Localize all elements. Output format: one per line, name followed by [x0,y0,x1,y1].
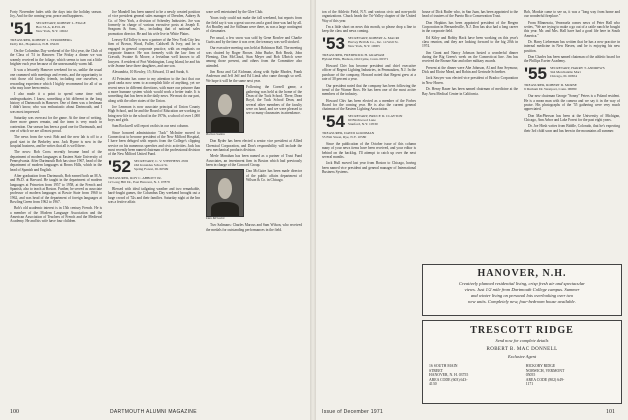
paragraph: Howard Chiv has been elected as a member of the Forbes Board for the coming year. He is also the current general chairman of the Eastern Lighting Association. [322,98,416,112]
ad-line: views. Just 1/2 mile from Dartmouth College campus. Summer [464,287,580,292]
class-number: '53 [322,33,345,53]
treasurer-address: 12 Long Hill Dr., East Hanover, N. J. 07878 [108,179,170,184]
class-heading-51 [10,18,102,38]
paragraph: Sam Rockwell will report on this in our next column. [112,124,189,129]
ad-agent-role: Exclusive Agent [507,354,537,359]
class-heading-52 [108,156,200,176]
paragraph: After graduation from Dartmouth, Bob earned both an M.A. and Ph.D. at Harvard. He taught in the department of modern languages at Princeton from 1957 to 1958, at the French and Spanish, also to teach at Boston. Further, he served as associate professor of modern languages at Bowie State from 1960 to 1962, and was head of the department of foreign languages at Bowling Green from 1962 to 1967. [10,174,102,205]
ad-addresses [423,364,621,387]
paragraph: Our president noted that the company has been following the trend of the Warner Bros. He has been one of the most active members of the industry. [322,83,416,97]
secretary-address: Old Ironsides School St. [133,162,169,167]
class-heading-54 [322,111,416,131]
paragraph: Present at the dinner were Abe Johnson, Al and Ann Seymour, Dick and Eloise Mead, and Robin and Gertrude Schreiber. [422,65,518,75]
paragraph: Following the Cornell game, a gathering was held at the home of the Dean of the Tuck School. There, Dean Boyd, the Tuck School Dean, and several other members of the faculty were on hand, and we were pleased to see so many classmates in attendance. [246,85,302,116]
secretary: SECRETARY, BRUCE D. CLAYTON [347,113,403,118]
paragraph: Joe Mandell has been named to be a newly created position of vice president general sales manager of Dresden, Aubrey & Co. of New York, a division of Schenley Industries. Joe was formerly in charge of various executive posts at Joseph E. Seagram & Sons, Inc., including that of national sales promotion director. He and his wife live in White Plains. [108,10,200,36]
class-number: '55 [524,63,547,83]
address-line: NORWICH, VERMONT 05055 [525,368,565,378]
portrait-photo [206,85,244,133]
paragraph: Joe Lemmon is now associate principal of Union County High School, and he and the Board of Education are working to bring new life to the school in the 1970s, a school of over 1,000 boys and girls. [108,104,200,122]
page-number: 101 [606,409,615,415]
left-column-2 [108,10,200,402]
paragraph: Merle Monahan has been named as a partner of Trust Fund Associates, an investment firm in Boston which had previously been in charge of the Concord Group. [206,154,302,167]
photo-caption: Burton Sutton [206,132,225,137]
paragraph: The news: Bob Cross recently became head of the department of modern languages at Eastern State University of Pennsylvania. After Dartmouth Bob has since 1967, head of the department of modern languages at Bronx Hills, which in the head of Spanish and English. [10,150,102,172]
treasurer-address: 55 Elm Street, Rye, N.Y. 10580 [322,134,367,139]
paragraph: It was a leisurely Hanover weekend for us, unlike the usual one crammed with meetings and events, and the opportunity to visit those old faculty friends, including one ourselves, a rewarding experience which I highly recommend for all of us who may have been remiss. [10,68,102,90]
treasurer: TREASURER, DAVID GOODMAN [322,130,375,135]
paragraph: Our new chairman George "Sonny" Peters is a Poland resident. He is a mean man with the camera and we say it in the way of praise. His photographs of the '55 gathering were very much appreciated. [524,94,620,112]
ad-title: TRESCOTT RIDGE [470,325,574,336]
secretary-address: Box 53-A, R.F.D. #9 [35,24,66,29]
treasurer: TREASURER, ROBERT D. MORSE [524,82,577,87]
class-heading-53 [322,33,416,53]
ad-address-left [429,364,518,387]
treasurer: TREASURER, FREDERICK H. GRAHAM [322,52,385,57]
paragraph: I'm a little short on news this month, so please drop a line to keep the class and news coming. [322,25,416,34]
photo-caption: Dan McGuire [206,216,225,221]
paragraph: Since the publication of the October issue of this column many of your news items have been received, and your editor is behind on the backlog. I'll attempt to catch up over the next several months. [322,141,416,159]
class-treasurer [10,38,102,46]
address-line: AREA CODE (603) 643-4130 [429,377,468,387]
secretary: SECRETARY, C. V. STEPHENS 2ND [133,158,189,163]
paragraph: Forty November fades with the days into the holiday season. Joy, And for the coming year, peace and happiness. [10,10,102,19]
class-treasurer [322,131,416,139]
ad-address-right [526,364,615,387]
right-column-2 [422,10,518,260]
paragraph: Jim Rosa and Cal Eichman, along with Spike Rhodes, Frank Anderson and Jeff Jeff and Ed Linsk who came through so well. We hope it will be the same next year. [206,70,302,83]
paragraph: The news from the west: Bob and the new lab is off to a good start in the Berkeley area. Jack Byrne is now in the hospital business, and he writes that all is well there. [10,135,102,148]
paragraph: On the Columbus Day weekend of the 61st year, the Club of the Class of '51 in Hanover. The Friday a dinner we was warmly received in the foliage, which seems to turn out a little brighter each year because of the unseasonably warm fall. [10,49,102,67]
secretary-city: New York, N.Y. 10022 [35,29,68,34]
left-column-3 [206,10,302,402]
paragraph: Bob's old academic interest is in 15th century French. He is a member of the Modern Language Association and the American Association of Teachers of French and the Medieval Academy. He and his wife have four children. [10,206,102,224]
paragraph: Bob, Monkie came to see us, it was a "long way from home and our wonderful fireplace." [524,10,620,19]
ad-line: Creatively planned residential living, crisp fresh air and spectacular [459,281,585,286]
right-column-3 [524,10,620,260]
paragraph: Yours truly could not make the fall weekend, but reports from the field say it was a great success and a good time was had by all. Art Bradley and Joe Stillman were there, as was a large contingent of classmates. [206,16,302,34]
class-officers [134,159,188,172]
class-number: '52 [108,156,131,176]
paragraph: Dan McGuire has been made director of the public affairs department of Wilson & Co. in Chicago. [246,169,302,182]
paragraph: Don Ryder has been elected a senior vice president at Allied Chemical Corporation, and Don's responsibility will include the new mechanical products division. [206,139,302,152]
paragraph: Our executive meeting was held at Robinson Hall. The meeting was chaired by Roger Brown. John Burke, Bob Brush, John Fleming, Don McCloud, Stan Meyer and Bob Ulbrich were among those present, and others from the Committee also attended. [206,46,302,68]
secretary-city: Spring Forest, Ill. 60599 [133,167,169,172]
class-number: '54 [322,111,345,131]
paragraph: Leavey Ed Tolley is now a partner of the New York City law firm of Brown, Wood, Fuller, Caldwell & Ivey, and he is engaged in general corporate practice, with an emphasis on corporate finance. He was formerly with the law firm of Cravath, Swaine & Moore, a leviathan well known to all lawyers. A resident of Port Washington, Long Island, he and his wife Jeanne have three daughters, and one son. [108,38,200,69]
paragraph: Ed Kiley and Bobby Hack have been working on this year's class reunion, and they are looking forward to the big 20th in 1974. [422,35,518,49]
secretary: SECRETARY, HARRY T. ANDREWS [549,65,605,70]
secretary-city: Stanford, N.Y. 10530 [347,121,378,126]
portrait-photo [206,169,244,217]
paragraph: Two Saltmans: Charles Marcus and Sam Wilson, who received the medals for outstanding performances in the field. [206,223,302,232]
running-footer: Issue of December 1971 [322,409,384,415]
paragraph: Alexandria, 10 Rowley, 15; Edward, 13 and Sarah, 6. [112,70,189,75]
paragraph: Don MacPherson has been at the University of Michigan, Chicago, Ann Arbor and Lake Forest for the past eight years. [524,113,620,122]
class-number: '51 [10,18,33,38]
paragraph: Howard Chiv has become president and chief executive officer of Regent Lighting Industries, in Pennsauken, N.J. In the purchase of the company, Howard noted that Regent grew at a rate of 30 percent a year. [322,64,416,82]
class-heading-55 [524,63,620,83]
treasurer: TREASURER, ROY C. ABBOTT JR. [108,175,162,180]
treasurer-address: Dolly Rd., Hopkinton, N.H. 03229 [10,41,59,46]
secretary-city: New York, N.Y. 10005 [347,44,380,49]
paragraph: house of Dick Butler who, in San Juan, has been appointed to the head of trustees of the Puerto Rico Conservation Trust. [422,10,518,19]
paragraph: Dr. Harry Lieberman has written that he has a new practice in internal medicine in New Haven, and he is enjoying his new position. [524,40,620,53]
class-officers [348,36,399,49]
paragraph: Jack Hull moved last year from Boston to Chicago, having been named vice president and general manager of International Business Systems. [322,161,416,175]
secretary-address: 60 Birchwood Lane [347,117,376,122]
paragraph: I also made it a point to spend some time with undergraduates. I know, something a bit different in the long history of Dartmouth in Hanover. One of them was a freshman I didn't know, who was enthusiastic about Dartmouth, and I was most impressed. [10,92,102,114]
address-line: AREA CODE (802) 649-1171 [525,377,565,387]
secretary-address: Harvey Brill & Co., Inc. 14 Wall St. [347,39,399,44]
secretary-city: Chicago, Ill. 60654 [549,74,577,79]
wrap-text [246,85,302,117]
class-officers [348,114,402,127]
paragraph: Since honored administrator "Jack" McIntire moved to Connecticut to become president of the New Milford Hospital, I have been deluged with reports from the College's clipping service on his numerous speeches and civic activities. Jack has most recently been named chairman of the professional division of the New Milford United Fund. [108,130,200,157]
ad-line: and winter living on personal lots overlooking over two [470,293,574,298]
paragraph: ton of the Athletic Field, N.Y. and various civic and non-profit organizations. Chuck heads the Tri-Valley chapter of the United Way of this year. [322,10,416,23]
paragraph: Blessed with ideal tailgating weather and two remarkable, hard-fought games, the Columbus Day weekend brought out a large crowd of '52s and their families. Saturday night at the Inn was a festive affair. [108,187,200,205]
paragraph: Jim Grant and Nancy Johnson hosted a wonderful dinner during the Big Green's week on the Connecticut line. Jim has received the Bronze Star and other military awards. [422,50,518,64]
paragraph: Don Charles has been named chairman of the athletic board for the Phillips Exeter Academy. [524,55,620,64]
ad-agent: ROBERT B. MAC DONNELL [486,347,558,352]
wrap-text [246,169,302,184]
treasurer: TREASURER, ROBERT L. STROMBERG [10,37,72,42]
paragraph: ware well entertained by the Glee Club. [206,10,264,14]
right-page [316,0,628,420]
photo-block-1 [206,85,302,137]
ad-line: new units. Completely new, four-bedroom house available. [468,299,576,304]
paragraph: Dr. Henry Bauer has been named chairman of medicine at the Bay Area Medical Center in California. [422,87,518,96]
secretary: SECRETARY, ROBERT L. FIGGE [35,20,86,25]
paragraph: Per usual, a few snow was sold by Gene Rowlee and Charlie Curtis and by the time it was over, the treasury was well stocked. [206,35,302,45]
paragraph: Don Hopkins has been appointed president of the Bergen Corporation in Bernardsville, N.J. Don has also had a long career in the corporate field. [422,20,518,34]
ad-subtitle: Send now for complete details [495,338,549,343]
class-treasurer [108,176,200,184]
paragraph: From Minnesota, Venezuela comes news of Peter Hall who writes, "We are trying to make a go out of a cattle ranch he bought this year. Mr. and Mrs. Hall have had a good life here in South America." [524,20,620,38]
right-column-1 [322,10,416,402]
secretary-address: 344 Merchantile Mart [549,69,581,74]
class-officers [36,21,86,34]
page-number: 100 [10,409,19,415]
treasurer-address: Hyland Hills, Hudson, Old Lyme, Conn. 06371 [322,56,389,61]
photo-block-2 [206,169,302,221]
treasurer-address: 9 Durham Dr. Westport, Conn. 06880 [524,86,577,91]
left-page [0,0,310,420]
left-column-1 [10,10,102,402]
trescott-ridge-ad [422,320,622,404]
address-line: HICKORY RIDGE [525,364,556,368]
paragraph: Al Feinstein has come to my attention to the fact that our good ranks now seem to accomplish little of anything, yet we recent news in different directions, with more our prisoner than a more humane system which would work a better trade. It is something that has been in the daily news. We must do our part, along with the other states of the Union. [108,76,200,103]
secretary: SECRETARY, ROBERT A. MACRI [347,35,400,40]
address-line: HANOVER, N. H. 03755 [429,373,469,378]
running-footer: DARTMOUTH ALUMNI MAGAZINE [110,409,197,415]
class-treasurer [524,83,620,91]
paragraph: Dr. Joe Hirsh writes from Biddle, Colorado, that he's expecting their 3rd child soon and has been in the mountains all summer. [524,124,620,133]
class-treasurer [322,53,416,61]
paragraph: Jack Sawyer was elected vice president of Bradco Corporation in New Haven. [422,76,518,85]
class-officers [550,66,605,79]
paragraph: Saturday was overcast for the game. At the time of writing, three more games remain, and the team is very much in contention. Our season has been a good one for Dartmouth, and one of which we are all most proud. [10,115,102,133]
address-line: 16 SOUTH MAIN STREET [429,364,458,373]
ad-title: HANOVER, N.H. [477,268,567,279]
hanover-ad [422,264,622,316]
